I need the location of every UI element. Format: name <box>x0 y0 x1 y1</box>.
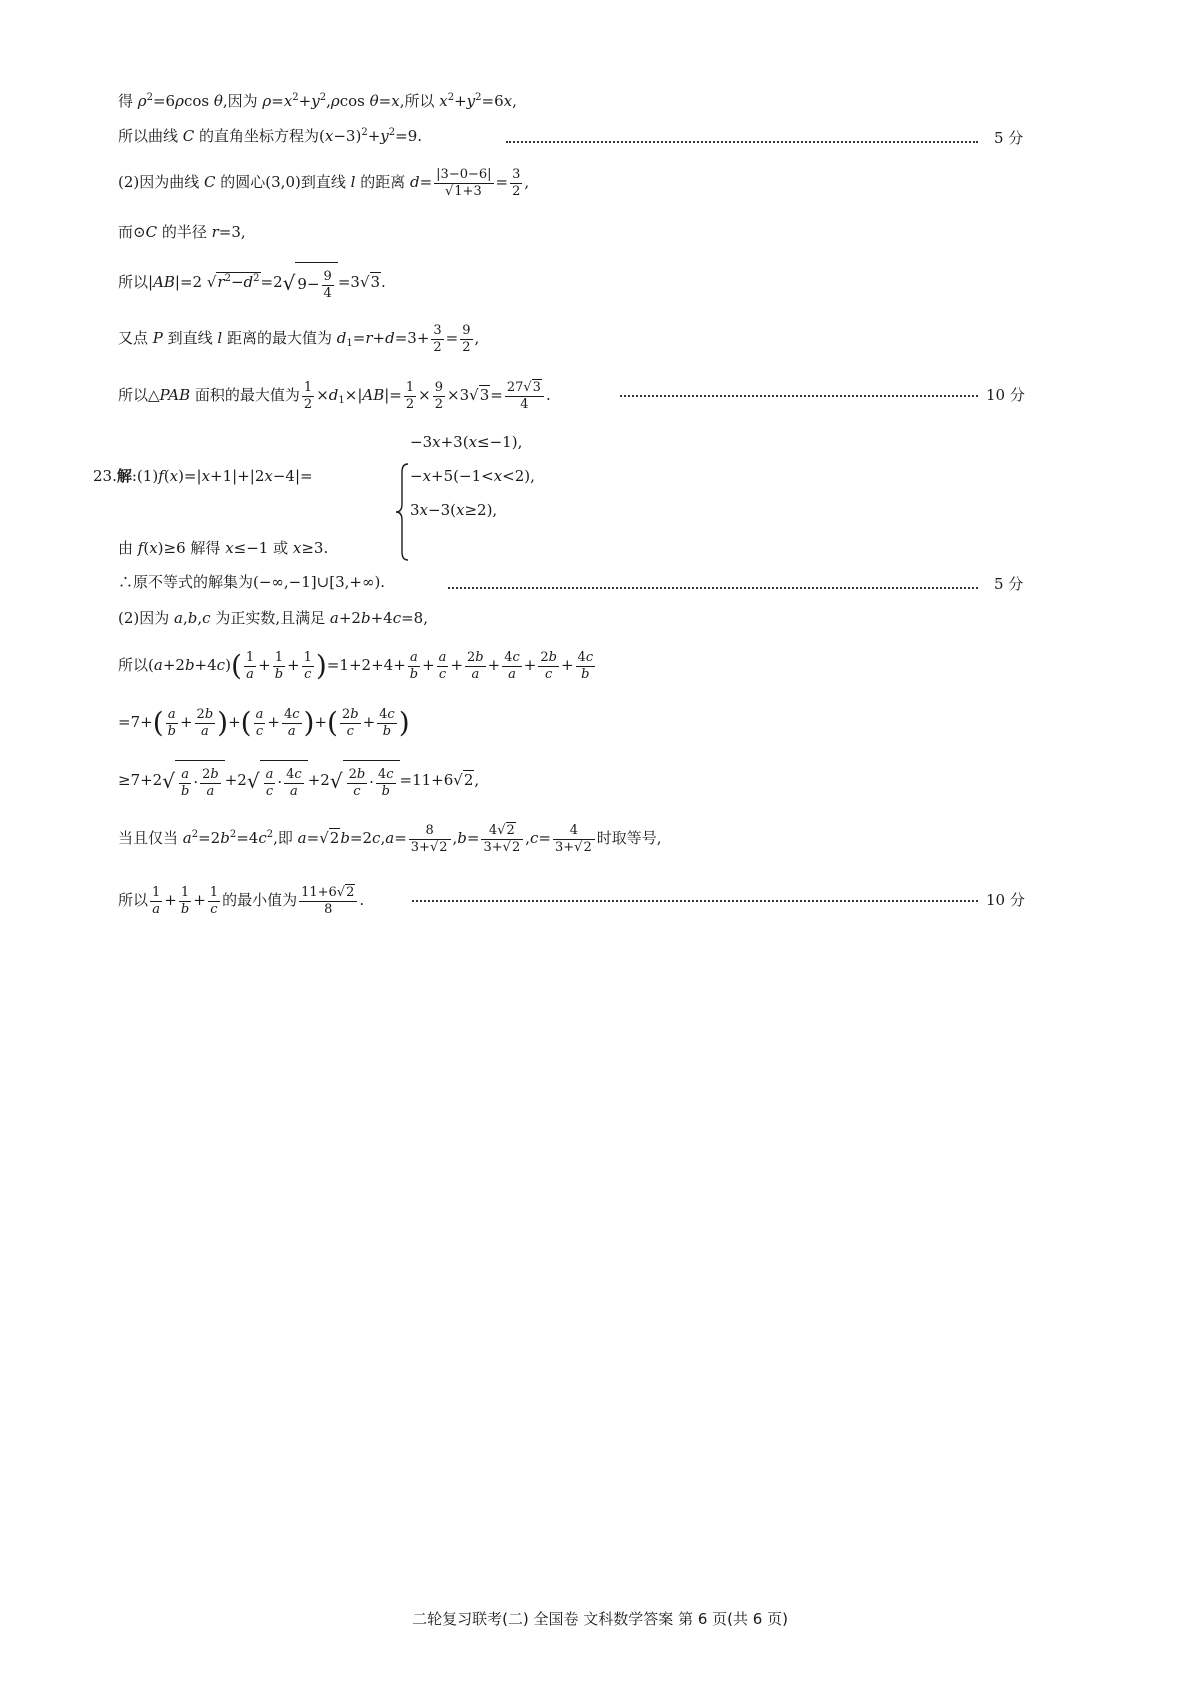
score-leader-dots <box>412 900 978 902</box>
q23-line-8: 当且仅当 $a^2=2b^2=4c^2$,即 a=√2b=2c,a= $\frac{8}{3+√2}$ ,b= $\frac{4√2}{3+√2}$ ,c= $\frac{4}{3+√2}$ 时取等号, <box>118 822 662 855</box>
q23-case-2: −x+5(−1<x<2), <box>410 467 535 485</box>
score-10-a: 10 分 <box>986 386 1025 404</box>
q23-case-1: −3x+3(x≤−1), <box>410 433 523 451</box>
q22-line-6: 又点 P 到直线 l 距离的最大值为 $d_1=r+d=3+$ $\frac{3}{2}$ = $\frac{9}{2}$ , <box>118 322 480 355</box>
q22-line-7: 所以△PAB 面积的最大值为 $\frac{1}{2}$ $\times d_1\times|AB|=$ $\frac{1}{2}$ × $\frac{9}{2}$ ×3√3= $\frac{27√3}{4}$ . <box>118 379 551 412</box>
q22-line-4: 而⊙C 的半径 r=3, <box>118 223 246 241</box>
score-leader-dots <box>620 395 978 397</box>
q22-line-3: (2)因为曲线 C 的圆心(3,0)到直线 l 的距离 d= $\frac{|3-0-6|}{√1+3}$ = $\frac{3}{2}$ , <box>118 166 530 199</box>
score-5-b: 5 分 <box>994 575 1024 593</box>
score-10-b: 10 分 <box>986 891 1025 909</box>
q23-line-7: ≥7+2√ $\frac{a}{b}$ · $\frac{2b}{a}$ +2√ $\frac{a}{c}$ · $\frac{4c}{a}$ +2√ $\frac{2b}{c}$ · $\frac{4c}{b}$ =11+6√2, <box>118 760 479 802</box>
q23-line-2: 由 f(x)≥6 解得 x≤−1 或 x≥3. <box>118 539 329 557</box>
score-leader-dots <box>506 141 978 143</box>
q23-case-3: 3x−3(x≥2), <box>410 501 498 519</box>
q23-line-3: ∴原不等式的解集为(−∞,−1]∪[3,+∞). <box>118 573 386 591</box>
q22-line-1: 得 $\rho^2=6\rho\cos$ θ,因为 $\rho=x^2+y^2,\rho\cos$ θ=x,所以 $x^2+y^2=6x$, <box>118 92 517 110</box>
q23-line-6: =7+( $\frac{a}{b}$ + $\frac{2b}{a}$ )+( $\frac{a}{c}$ + $\frac{4c}{a}$ )+( $\frac{2b}{c}$ + $\frac{4c}{b}$ ) <box>118 706 410 739</box>
page-footer: 二轮复习联考(二) 全国卷 文科数学答案 第 6 页(共 6 页) <box>412 1610 788 1628</box>
score-leader-dots <box>448 587 978 589</box>
q23-line-9: 所以 $\frac{1}{a}$ + $\frac{1}{b}$ + $\frac{1}{c}$ 的最小值为 $\frac{11+6√2}{8}$ . <box>118 884 365 917</box>
q22-line-5: 所以|AB|=2 $√r^2-d^2=2√$ 9− $\frac{9}{4}$ =3√3. <box>118 262 386 304</box>
score-5-a: 5 分 <box>994 129 1024 147</box>
q23-line-1: 23.解:(1)f(x)=|x+1|+|2x−4|= <box>93 467 313 485</box>
q23-line-4: (2)因为 a,b,c 为正实数,且满足 a+2b+4c=8, <box>118 609 428 627</box>
q22-line-2: 所以曲线 C 的直角坐标方程为$(x-3)^2+y^2=9$. <box>118 127 423 145</box>
q23-line-5: 所以(a+2b+4c)( $\frac{1}{a}$ + $\frac{1}{b}$ + $\frac{1}{c}$ )=1+2+4+ $\frac{a}{b}$ + $\frac{a}{c}$ + $\frac{2b}{a}$ + $\frac{4c}{a}$ + $\frac{2b}{c}$ + $\frac{4c}{b}$ <box>118 649 594 682</box>
